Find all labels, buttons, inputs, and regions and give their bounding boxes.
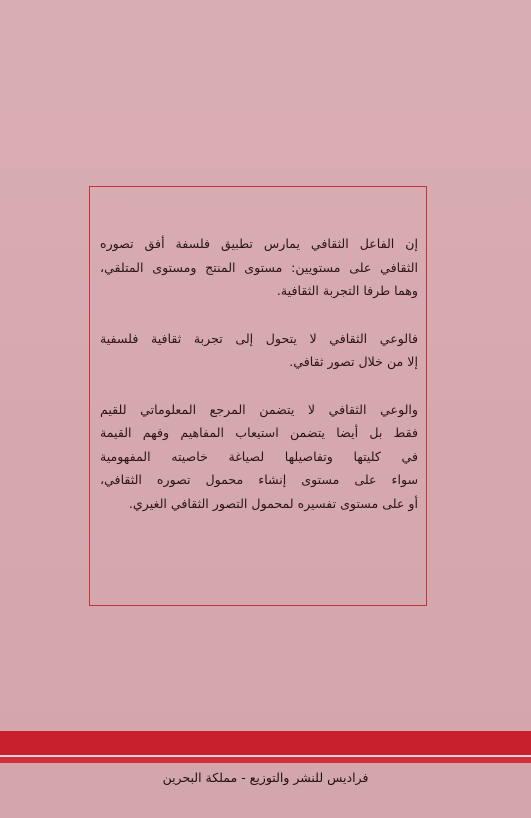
blurb-line: وهما طرفا التجربة الثقافية. <box>276 283 418 298</box>
blurb-line: في كليتها وتفاصيلها لصياغة خاصيته المفهومية <box>100 448 418 464</box>
blurb-paragraph-1 <box>100 232 418 303</box>
blurb-paragraph-3 <box>100 398 418 516</box>
blurb-line: فالوعي الثقافي لا يتحول إلى تجربة ثقافية فلسفية <box>100 330 418 346</box>
red-band-stripe <box>0 757 531 763</box>
blurb-line: أو على مستوى تفسيره لمحمول التصور الثقافي الغيري. <box>128 495 418 511</box>
blurb-line: إن الفاعل الثقافي يمارس تطبيق فلسفة أفق تصوره <box>100 236 418 251</box>
blurb-text <box>100 232 418 539</box>
blurb-line: سواء على مستوى إنشاء محمول تصوره الثقافي، <box>100 472 418 487</box>
publisher-imprint: فراديس للنشر والتوزيع - مملكة البحرين <box>162 770 369 785</box>
blurb-line: الثقافي على مستويين: مستوى المنتج ومستوى المتلقي، <box>100 259 418 275</box>
blurb-line: والوعي الثقافي لا يتضمن المرجع المعلوماتي للقيم <box>100 401 418 417</box>
blurb-line: إلا من خلال تصور ثقافي. <box>289 354 418 369</box>
red-band <box>0 731 531 755</box>
blurb-line: فقط بل أيضا يتضمن استيعاب المفاهيم وفهم القيمة <box>100 425 418 440</box>
blurb-paragraph-2 <box>100 327 418 374</box>
